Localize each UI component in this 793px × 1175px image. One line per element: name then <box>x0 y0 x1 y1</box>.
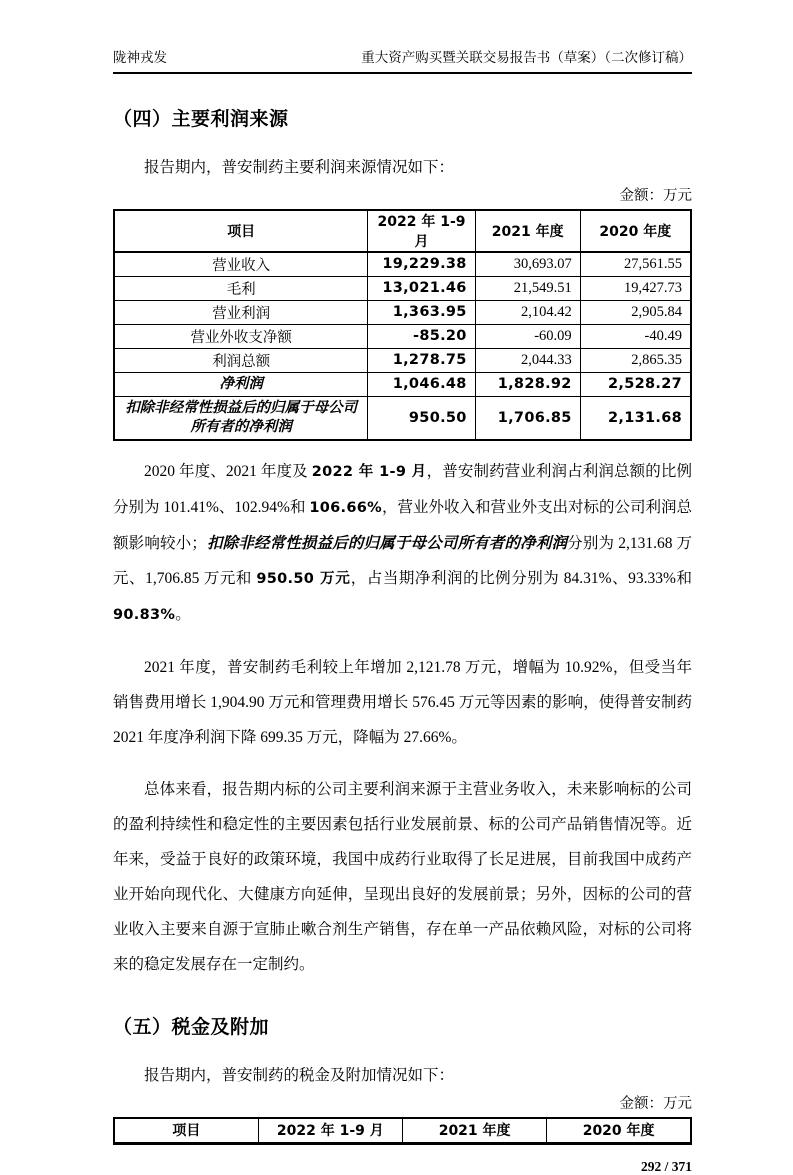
text-run: 2022 年 1-9 月 <box>311 463 427 480</box>
row-label: 营业收入 <box>114 252 368 276</box>
tax-header-cell-2020: 2020 年度 <box>547 1118 691 1144</box>
value-cell: 1,046.48 <box>368 372 475 396</box>
row-label: 净利润 <box>114 372 368 396</box>
tax-header-cell-2021: 2021 年度 <box>403 1118 547 1144</box>
tax-header-cell-2022: 2022 年 1-9 月 <box>258 1118 402 1144</box>
value-cell: 1,278.75 <box>368 348 475 372</box>
table-row <box>114 348 691 372</box>
text-run: 106.66% <box>309 499 382 516</box>
tax-table-header-row <box>114 1118 691 1144</box>
text-run: 950.50 万元 <box>256 570 351 587</box>
page-number: 292 / 371 <box>640 1159 692 1174</box>
row-label: 营业外收支净额 <box>114 324 368 348</box>
unit-label-2: 金额：万元 <box>619 1095 692 1112</box>
section4-title: （四）主要利润来源 <box>113 109 289 130</box>
section4-intro: 报告期内，普安制药主要利润来源情况如下： <box>144 159 455 176</box>
table-row <box>114 300 691 324</box>
tax-header-cell-item: 项目 <box>114 1118 258 1144</box>
value-cell: 21,549.51 <box>475 276 580 300</box>
value-cell: 27,561.55 <box>580 252 691 276</box>
value-cell: 2,865.35 <box>580 348 691 372</box>
profit-source-table <box>113 209 692 441</box>
value-cell: 2,044.33 <box>475 348 580 372</box>
value-cell: 30,693.07 <box>475 252 580 276</box>
value-cell: 2,131.68 <box>580 396 691 440</box>
text-run: ，普安制药营业利润占利润总额的比例分别为 101.41%、102.94%和 <box>113 462 692 516</box>
section5-title: （五）税金及附加 <box>113 1016 270 1038</box>
section5-intro: 报告期内，普安制药的税金及附加情况如下： <box>144 1066 455 1084</box>
value-cell: 1,706.85 <box>475 396 580 440</box>
text-run: 。 <box>175 605 191 623</box>
running-header <box>113 46 692 74</box>
header-cell-2022: 2022 年 1-9 月 <box>368 210 475 252</box>
header-cell-2021: 2021 年度 <box>475 210 580 252</box>
row-label: 扣除非经常性损益后的归属于母公司所有者的净利润 <box>114 396 368 440</box>
header-company-name: 陇神戎发 <box>113 50 167 65</box>
table-row <box>114 252 691 276</box>
row-label: 利润总额 <box>114 348 368 372</box>
text-run: ，占当期净利润的比例分别为 84.31%、93.33%和 <box>350 569 693 587</box>
value-cell: 1,363.95 <box>368 300 475 324</box>
table-row <box>114 276 691 300</box>
text-run: ，营业外收入和营业外支出对标的公司利润总额影响较小； <box>113 498 692 552</box>
row-label: 营业利润 <box>114 300 368 324</box>
value-cell: -85.20 <box>368 324 475 348</box>
header-document-title: 重大资产购买暨关联交易报告书（草案）（二次修订稿） <box>361 50 692 65</box>
body-paragraph-1 <box>113 454 692 633</box>
value-cell: -40.49 <box>580 324 691 348</box>
row-label: 毛利 <box>114 276 368 300</box>
profit-table-body <box>114 252 691 440</box>
unit-label-1: 金额：万元 <box>619 188 692 204</box>
text-run: 2020 年度、2021 年度及 <box>144 462 312 480</box>
value-cell: 13,021.46 <box>368 276 475 300</box>
text-run: 分别为 2,131.68 万元、1,706.85 万元和 <box>113 534 692 587</box>
value-cell: 2,104.42 <box>475 300 580 324</box>
body-paragraph-2: 2021 年度，普安制药毛利较上年增加 2,121.78 万元，增幅为 10.92%，但受当年销售费用增长 1,904.90 万元和管理费用增长 576.45 万元等因素的影响，使得普安制药 2021 年度净利润下降 699.35 万元，降幅为 27.66%。 <box>113 658 692 746</box>
header-cell-item: 项目 <box>114 210 368 252</box>
text-run: 扣除非经常性损益后的归属于母公司所有者的净利润 <box>206 534 568 552</box>
table-row <box>114 372 691 396</box>
header-cell-2020: 2020 年度 <box>580 210 691 252</box>
value-cell: 19,427.73 <box>580 276 691 300</box>
value-cell: 950.50 <box>368 396 475 440</box>
tax-table <box>113 1117 692 1146</box>
value-cell: 2,528.27 <box>580 372 691 396</box>
value-cell: -60.09 <box>475 324 580 348</box>
value-cell: 19,229.38 <box>368 252 475 276</box>
value-cell: 2,905.84 <box>580 300 691 324</box>
value-cell: 1,828.92 <box>475 372 580 396</box>
table-row <box>114 324 691 348</box>
profit-table-header-row <box>114 210 691 252</box>
text-run: 90.83% <box>113 606 176 623</box>
body-paragraph-3: 总体来看，报告期内标的公司主要利润来源于主营业务收入，未来影响标的公司的盈利持续性和稳定性的主要因素包括行业发展前景、标的公司产品销售情况等。近年来，受益于良好的政策环境，我国中成药行业取得了长足进展，目前我国中成药产业开始向现代化、大健康方向延伸，呈现出良好的发展前景；另外，因标的公司的营业收入主要来自源于宣肺止嗽合剂生产销售，存在单一产品依赖风险，对标的公司将来的稳定发展存在一定制约。 <box>113 780 692 973</box>
table-row <box>114 396 691 440</box>
